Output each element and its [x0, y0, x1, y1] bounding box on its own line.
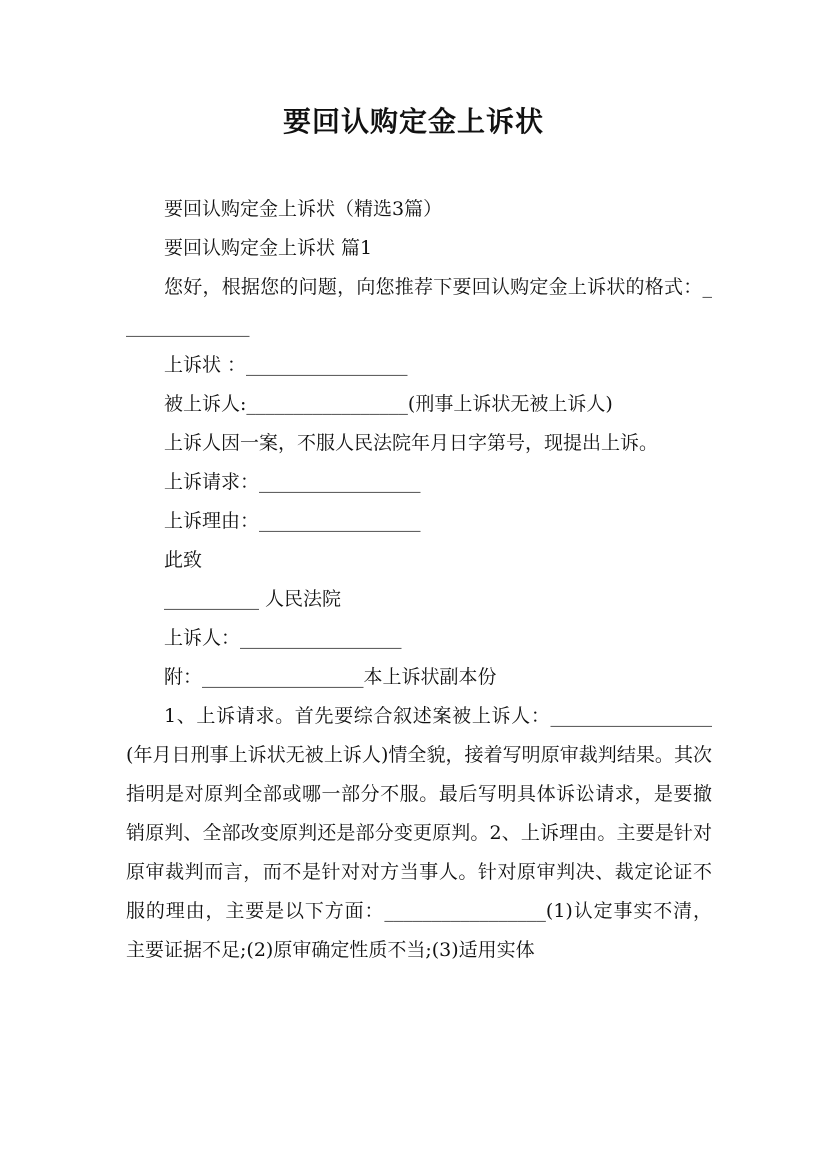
paragraph-court: __________ 人民法院 — [164, 588, 342, 610]
paragraph-salutation: 此致 — [164, 549, 203, 571]
paragraph-intro: 您好，根据您的问题，向您推荐下要回认购定金上诉状的格式：______________ — [126, 276, 712, 337]
paragraph-appellant: 上诉状 ：_________________ — [164, 354, 408, 376]
paragraph-signature: 上诉人：_________________ — [164, 627, 402, 649]
paragraph-appeal-request: 上诉请求：_________________ — [164, 471, 421, 493]
paragraph-appeal-reason: 上诉理由：_________________ — [164, 510, 421, 532]
paragraph-subtitle: 要回认购定金上诉状（精选3篇） — [164, 198, 443, 220]
paragraph-attachment: 附：_________________本上诉状副本份 — [164, 666, 497, 688]
paragraph-case-statement: 上诉人因一案，不服人民法院年月日字第号，现提出上诉。 — [164, 432, 659, 454]
paragraph-explanation: 1、上诉请求。首先要综合叙述案被上诉人：_________________(年月日刑事上诉状无被上诉人)情全貌，接着写明原审裁判结果。其次指明是对原判全部或哪一部分不服。最后写明具体诉讼请求，是要撤销原判、全部改变原判还是部分变更原判。2、上诉理由。主要是针对原审裁判而言，而不是针对对方当事人。针对原审判决、裁定论证不服的理由，主要是以下方面：_________________(1)认定事实不清，主要证据不足;(2)原审确定性质不当;(3)适用实体 — [126, 705, 712, 961]
paragraph-appellee: 被上诉人:_________________(刑事上诉状无被上诉人) — [164, 393, 613, 415]
document-title: 要回认购定金上诉状 — [282, 105, 544, 138]
document-body — [126, 190, 712, 970]
paragraph-section-heading: 要回认购定金上诉状 篇1 — [164, 237, 373, 259]
